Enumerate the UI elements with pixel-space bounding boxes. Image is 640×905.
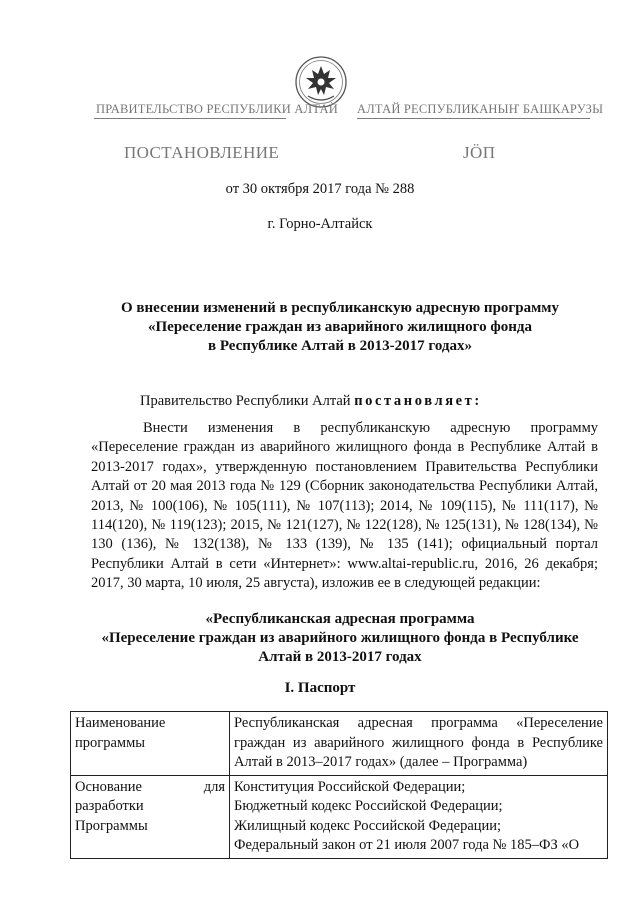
table-row (71, 712, 608, 776)
government-name-russian: ПРАВИТЕЛЬСТВО РЕСПУБЛИКИ АЛТАЙ (96, 102, 338, 116)
title-line: «Переселение граждан из аварийного жилищного фонда (148, 319, 532, 335)
content-line: Конституция Российской Федерации; (234, 778, 466, 795)
label-text: для (203, 778, 225, 795)
title-line: О внесении изменений в республиканскую адресную программу (120, 300, 560, 316)
preamble (140, 393, 482, 410)
header-rule-right (357, 118, 590, 119)
content-line: Федеральный закон от 21 июля 2007 года № 185–ФЗ «О (234, 837, 580, 853)
program-title-line: «Республиканская адресная программа (205, 611, 475, 627)
document-type-altai: JÖП (463, 143, 496, 162)
body-paragraph: Внести изменения в республиканскую адресную программу «Переселение граждан из аварийного жилищного фонда в Республике Алтай в 2013-2017 годах», утвержденную постановлением Правительства Республики Алтай от 20 мая 2013 года № 129 (Сборник законодательства Республики Алтай, 2013, № 100(106), № 105(111), № 107(113); 2014, № 109(115), № 111(117), № 114(120), № 119(123); 2015, № 121(127), № 122(128), № 125(131), № 128(134), № 130 (136), № 132(138), № 133 (139), № 135 (141); официальный портал Республики Алтай в сети «Интернет»: www.altai-republic.ru, 2016, 26 декабря; 2017, 30 марта, 10 июля, 25 августа), изложив ее в следующей редакции: (91, 420, 598, 592)
table-cell-content: Республиканская адресная программа «Переселение граждан из аварийного жилищного фонда в Республике Алтай в 2013–2017 годах» (далее – Программа) (230, 712, 608, 776)
label-line (75, 778, 225, 798)
document-title (80, 299, 600, 356)
table-row (71, 775, 608, 858)
section-heading: I. Паспорт (284, 680, 356, 696)
preamble-verb: постановляет: (354, 393, 482, 409)
program-title-line: Алтай в 2013-2017 годах (258, 649, 422, 665)
program-title (80, 610, 600, 667)
label-text: Наименование (75, 715, 166, 731)
document-type-russian: ПОСТАНОВЛЕНИЕ (124, 143, 280, 162)
label-text: программы (75, 734, 145, 751)
document-city: г. Горно-Алтайск (267, 216, 373, 232)
label-text: разработки (75, 798, 144, 814)
title-line: в Республике Алтай в 2013-2017 годах» (207, 338, 472, 354)
label-text: Основание (75, 778, 142, 795)
header-rule-left (94, 118, 286, 119)
label-text: Программы (75, 817, 148, 834)
preamble-subject: Правительство Республики Алтай (140, 393, 355, 409)
content-line: Жилищный кодекс Российской Федерации; (234, 817, 502, 834)
document-date: от 30 октября 2017 года № 288 (225, 181, 415, 197)
content-line: Бюджетный кодекс Российской Федерации; (234, 798, 503, 814)
program-title-line: «Переселение граждан из аварийного жилищного фонда в Республике (101, 630, 579, 646)
government-name-altai: АЛТАЙ РЕСПУБЛИКАНЫҤ БАШКАРУЗЫ (357, 102, 604, 116)
passport-table (70, 711, 608, 859)
table-cell-label (71, 775, 230, 858)
table-cell-label (71, 712, 230, 776)
table-cell-content (230, 775, 608, 858)
